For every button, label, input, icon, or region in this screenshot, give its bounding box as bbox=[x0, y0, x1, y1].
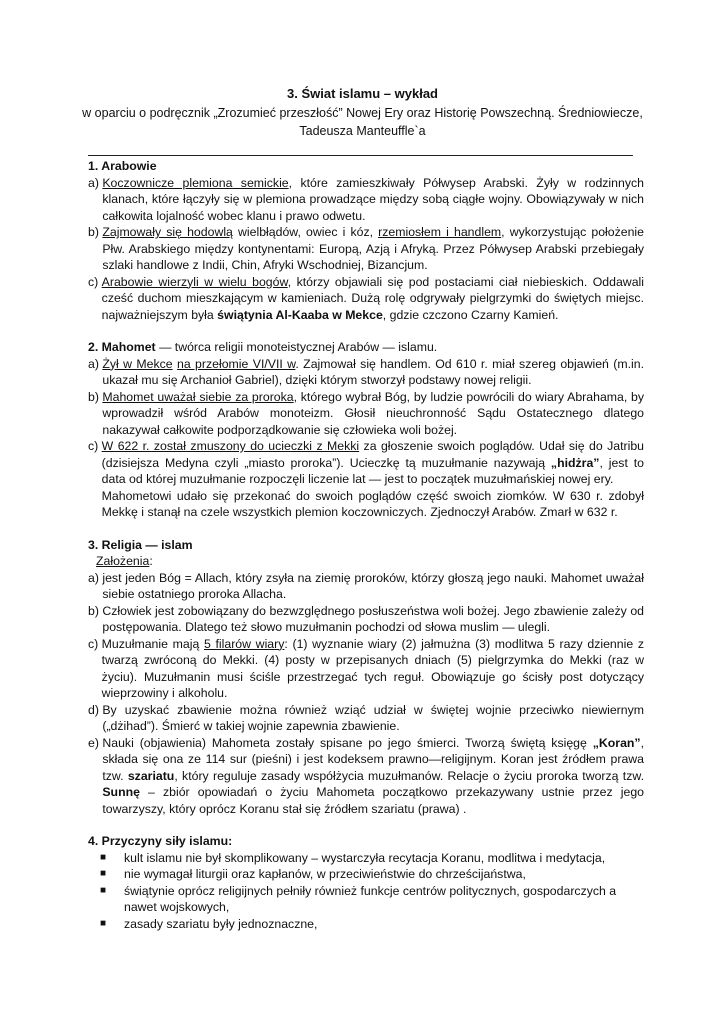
item-text: , który reguluje zasady współżycia muzułmanów. Relacje o życiu proroka tworzą tzw. bbox=[174, 768, 644, 783]
underlined-phrase: 5 filarów wiary bbox=[203, 636, 285, 651]
item-text: Człowiek jest zobowiązany do bezwzględnego posłuszeństwa woli bożej. Jego zbawienie zależy od postępowania. Dlatego też słowo muzułmanin pochodzi od słowa muslim — ulegli. bbox=[102, 603, 644, 634]
bullet-item bbox=[88, 916, 644, 933]
bullet-item bbox=[88, 883, 644, 916]
list-item bbox=[88, 636, 644, 702]
list-item bbox=[88, 570, 644, 603]
document-subtitle-author: Tadeusza Manteuffle`a bbox=[299, 124, 426, 138]
item-marker: e) bbox=[88, 735, 99, 750]
bold-phrase: świątynia Al-Kaaba w Mekce bbox=[217, 307, 383, 322]
section-heading: 4. Przyczyny siły islamu: bbox=[88, 834, 233, 848]
item-marker: c) bbox=[88, 274, 99, 289]
item-text: jest jeden Bóg = Allach, który zsyła na ziemię proroków, którzy głoszą jego nauki. Mahomet uważał siebie ostatniego proroka Allacha. bbox=[102, 570, 644, 601]
item-marker: d) bbox=[88, 702, 99, 717]
bold-phrase: Sunnę bbox=[102, 785, 140, 799]
item-marker: b) bbox=[88, 225, 99, 239]
item-text: wielbłądów, owiec i kóz, bbox=[232, 225, 379, 239]
bold-phrase: „Koran” bbox=[592, 735, 641, 750]
underlined-phrase: Mahomet uważał siebie za proroka bbox=[102, 389, 294, 404]
item-text: , którego wybrał Bóg, by ludzie powrócili do wiary Abrahama, by wprowadził wśród Arabów monoteizm. Głosił nieuchronność Sądu Ostatecznego dlatego nakazywał całkowite podporządkowanie się człowieka woli bożej. bbox=[102, 389, 645, 437]
item-text: , jest to data od której muzułmanie rozpoczęli liczenie lat — jest to początek muzułmańskiej nowej ery. bbox=[101, 455, 644, 486]
item-text: Mahometowi udało się przekonać do swoich poglądów część swoich ziomków. W 630 r. zdobył Mekkę i stanął na czele wszystkich plemion koczowniczych. Zjednoczył Arabów. Zmarł w 632 r. bbox=[101, 488, 644, 519]
document-body bbox=[88, 158, 644, 932]
bullet-square-icon: ■ bbox=[100, 868, 107, 879]
item-marker: c) bbox=[88, 439, 99, 453]
bullet-square-icon: ■ bbox=[100, 917, 107, 929]
list-item bbox=[88, 603, 644, 636]
section-mahomet bbox=[88, 339, 644, 521]
bullet-square-icon: ■ bbox=[100, 884, 107, 896]
bullet-text: zasady szariatu były jednoznaczne, bbox=[124, 916, 318, 931]
item-text: : (1) wyznanie wiary (2) jałmużna (3) modlitwa 5 razy dziennie z twarzą zwróconą do Mekki. (4) posty w przepisanych dniach (5) pielgrzymka do Mekki (raz w życiu). Muzułmanin musi ściśle przestrzegać tych reguł. Obowiązuje go ścisły post dotyczący wieprzowiny i alkoholu. bbox=[101, 636, 644, 700]
list-item bbox=[88, 735, 644, 818]
section-heading: 3. Religia — islam bbox=[88, 537, 193, 552]
item-marker: b) bbox=[88, 603, 99, 618]
item-text: , gdzie czczono Czarny Kamień. bbox=[382, 307, 559, 322]
item-text: Nauki (objawienia) Mahometa zostały spisane po jego śmierci. Tworzą świętą księgę bbox=[102, 735, 593, 750]
item-text: – zbiór opowiadań o życiu Mahometa początkowo przekazywany ustnie przez jego towarzyszy, który oprócz Koranu stał się źródłem szariatu (prawa) . bbox=[102, 785, 644, 816]
section-religia bbox=[88, 537, 644, 818]
underlined-phrase: rzemiosłem i handlem bbox=[378, 225, 502, 239]
item-marker: a) bbox=[88, 356, 99, 371]
item-text: za głoszenie swoich poglądów. Udał się do Jatribu (dzisiejsza Medyna czyli „miasto proroka”). Ucieczkę tą muzułmanie nazywają bbox=[101, 439, 644, 470]
bold-phrase: szariatu bbox=[127, 768, 175, 783]
list-item bbox=[88, 702, 644, 735]
item-text: , którzy objawiali się pod postaciami ciał niebieskich. Oddawali cześć duchom mieszkającym w kamieniach. Dużą rolę odgrywały pielgrzymki do świętych miejsc. najważniejszym była bbox=[101, 274, 644, 322]
item-text: By uzyskać zbawienie można również wziąć udział w świętej wojnie przeciwko niewiernym („dżihad”). Śmierć w takiej wojnie zapewnia zbawienie. bbox=[102, 702, 644, 733]
document-subtitle: w oparciu o podręcznik „Zrozumieć przeszłość” Nowej Ery oraz Historię Powszechną. Średniowiecze, bbox=[82, 106, 643, 120]
section-heading-rest: — twórca religii monoteistycznej Arabów — islamu. bbox=[155, 340, 438, 354]
list-item bbox=[88, 389, 644, 439]
item-marker: a) bbox=[88, 570, 99, 585]
bullet-text: nie wymagał liturgii oraz kapłanów, w przeciwieństwie do chrześcijaństwa, bbox=[124, 867, 526, 881]
section-heading-bold: 2. Mahomet bbox=[88, 340, 156, 354]
item-marker: c) bbox=[88, 636, 99, 651]
item-text: Muzułmanie mają bbox=[101, 636, 204, 651]
list-item bbox=[88, 274, 644, 324]
section-przyczyny bbox=[88, 833, 644, 932]
underlined-phrase: Arabowie wierzyli w wielu bogów bbox=[101, 274, 288, 289]
underlined-phrase: Koczownicze plemiona semickie bbox=[102, 175, 289, 190]
underlined-phrase: Zajmowały się hodowlą bbox=[102, 225, 233, 239]
underlined-phrase: na przełomie VI/VII w bbox=[177, 356, 296, 371]
bullet-square-icon: ■ bbox=[100, 851, 107, 863]
bullet-item bbox=[88, 850, 644, 867]
bullet-text: świątynie oprócz religijnych pełniły również funkcje centrów politycznych, gospodarczych a nawet wojskowych, bbox=[124, 883, 617, 914]
underlined-phrase: Założenia bbox=[96, 554, 150, 568]
label-colon: : bbox=[149, 554, 153, 568]
item-text: . Zajmował się handlem. Od 610 r. miał szereg objawień (m.in. ukazał mu się Archanioł Gabriel), dzięki którym stworzył podstawy nowej religii. bbox=[102, 356, 644, 387]
underlined-phrase: Żył w Mekce bbox=[102, 356, 173, 371]
item-text: , wykorzystując położenie Płw. Arabskiego między kontynentami: Europą, Azją i Afryką. Przez Półwysep Arabski przebiegały szlaki handlowe z Indii, Chin, Afryki Wschodniej, Bizancjum. bbox=[102, 225, 644, 272]
item-text: , które zamieszkiwały Półwysep Arabski. Żyły w rodzinnych klanach, które łączyły się w plemiona prowadzące między sobą ciągłe wojny. Obowiązywały w nich całkowita lojalność wobec klanu i prawo odwetu. bbox=[102, 175, 644, 223]
item-marker: b) bbox=[88, 389, 99, 404]
header-divider bbox=[88, 155, 633, 156]
list-item bbox=[88, 438, 644, 521]
section-heading bbox=[88, 339, 644, 356]
bold-phrase: „hidżra” bbox=[550, 455, 600, 470]
bullet-text: kult islamu nie był skomplikowany – wystarczyła recytacja Koranu, modlitwa i medytacja, bbox=[124, 850, 606, 865]
bullet-item bbox=[88, 866, 644, 883]
item-text: , składa się ona ze 114 sur (pieśni) i jest kodeksem prawno—religijnym. Koran jest źródłem prawa tzw. bbox=[102, 735, 644, 783]
underlined-phrase: W 622 r. został zmuszony do ucieczki z Mekki bbox=[101, 439, 360, 453]
list-item bbox=[88, 175, 644, 225]
item-marker: a) bbox=[88, 175, 99, 190]
section-heading: 1. Arabowie bbox=[88, 159, 157, 173]
list-item bbox=[88, 356, 644, 389]
section-arabowie bbox=[88, 158, 644, 323]
document-title: 3. Świat islamu – wykład bbox=[286, 86, 438, 101]
assumptions-label bbox=[88, 553, 644, 570]
list-item bbox=[88, 224, 644, 274]
